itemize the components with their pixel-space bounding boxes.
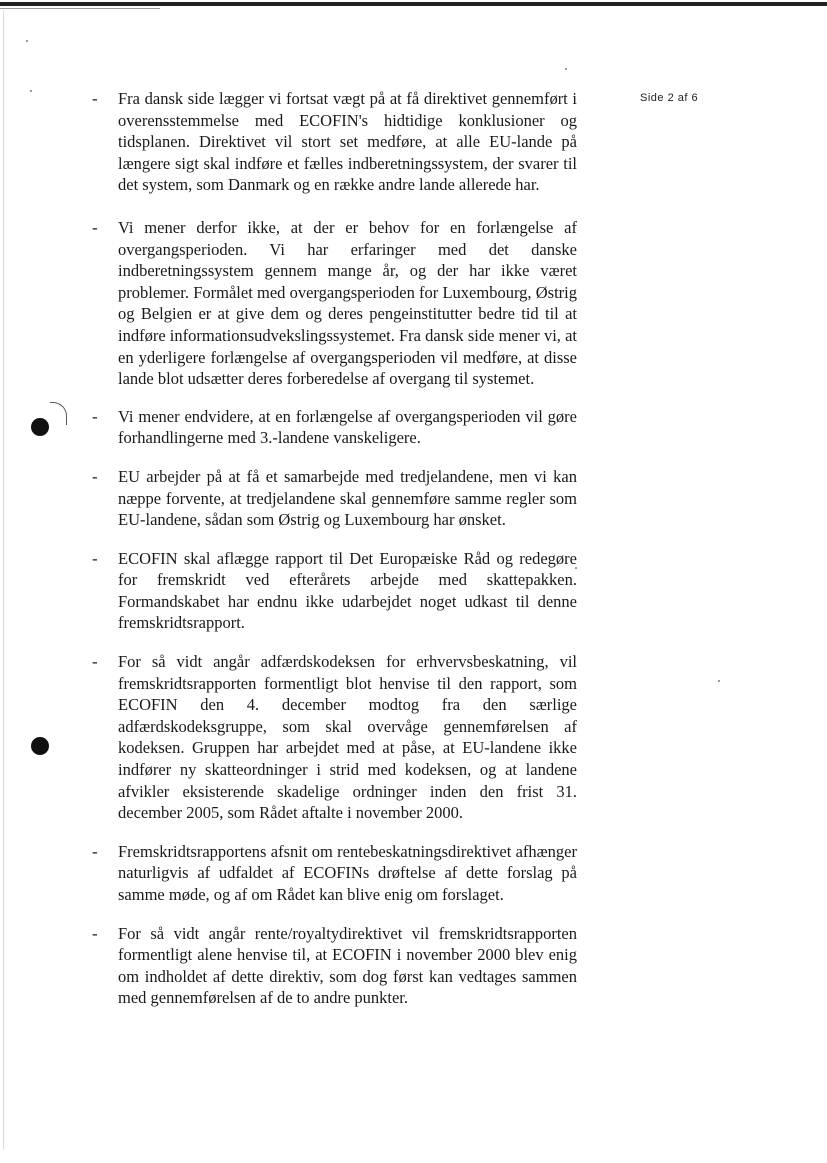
- scan-speck: [26, 40, 28, 42]
- list-item: [92, 923, 577, 1009]
- top-scan-border-thin: [0, 8, 160, 9]
- list-item-text: For så vidt angår rente/royaltydirektivet vil fremskridtsrapporten formentligt alene henvise til, at ECOFIN i november 2000 blev enig om indholdet af dette direktiv, som dog først kan vedtages sammen med gennemførelsen af de to andre punkter.: [118, 923, 577, 1008]
- list-item: [92, 548, 577, 634]
- list-bullet: -: [92, 466, 98, 486]
- list-item: [92, 217, 577, 390]
- list-bullet: -: [92, 548, 98, 568]
- list-bullet: -: [92, 652, 98, 672]
- list-bullet: -: [92, 217, 98, 237]
- top-scan-border: [0, 2, 827, 6]
- list-bullet: -: [92, 89, 98, 108]
- list-item: [92, 651, 577, 824]
- scan-speck: [30, 90, 32, 92]
- punch-hole-icon: [31, 418, 49, 436]
- scan-speck: [718, 680, 720, 682]
- list-bullet: -: [92, 841, 98, 861]
- scan-speck: [565, 68, 567, 70]
- list-item-text: Fra dansk side lægger vi fortsat vægt på at få direktivet gennemført i overensstemmelse med ECOFIN's hidtidige konklusioner og tidsplanen. Direktivet vil stort set medføre, at alle EU-lande på længere sigt skal indføre et fælles indberetningssystem, der svarer til det system, som Danmark og en række andre lande allerede har.: [118, 89, 577, 195]
- page-number: Side 2 af 6: [640, 92, 699, 104]
- list-item-text: EU arbejder på at få et samarbejde med tredjelandene, men vi kan næppe forvente, at tredjelandene skal gennemføre samme regler som EU-landene, sådan som Østrig og Luxembourg har ønsket.: [118, 466, 577, 530]
- punch-mark-icon: [50, 402, 67, 425]
- list-item-text: Vi mener derfor ikke, at der er behov for en forlængelse af overgangsperioden. Vi har erfaringer med det danske indberetningssystem gennem mange år, og der har ikke været problemer. Formålet med overgangsperioden for Luxembourg, Østrig og Belgien er at give dem og deres pengeinstitutter bedre tid til at indføre informationsudvekslingssystemet. Fra dansk side mener vi, at en yderligere forlængelse af overgangsperioden vil medføre, at disse lande blot udsætter deres forberedelse af overgang til systemet.: [118, 217, 577, 389]
- punch-hole-icon: [31, 737, 49, 755]
- list-item-text: Fremskridtsrapportens afsnit om rentebeskatningsdirektivet afhænger naturligvis af udfaldet af ECOFINs drøftelse af dette forslag på samme møde, og af om Rådet kan blive enig om forslaget.: [118, 841, 577, 904]
- list-item-text: Vi mener endvidere, at en forlængelse af overgangsperioden vil gøre forhandlingerne med 3.-landene vanskeligere.: [118, 406, 577, 448]
- list-item: [92, 88, 577, 196]
- list-item: [92, 841, 577, 906]
- list-item: [92, 406, 577, 449]
- document-body: [92, 84, 577, 1009]
- list-item-text: For så vidt angår adfærdskodeksen for erhvervsbeskatning, vil fremskridtsrapporten formentligt blot henvise til den rapport, som ECOFIN den 4. december modtog fra den særlige adfærdskodeksgruppe, som skal overvåge gennemførelsen af kodeksen. Gruppen har arbejdet med at påse, at EU-landene ikke indfører ny skatteordninger i strid med kodeksen, og at landene afvikler eksisterende skadelige ordninger inden den frist 31. december 2005, som Rådet aftalte i november 2000.: [118, 652, 577, 823]
- left-scan-edge: [3, 10, 4, 1150]
- list-bullet: -: [92, 923, 98, 943]
- list-item: [92, 466, 577, 531]
- list-item-text: ECOFIN skal aflægge rapport til Det Europæiske Råd og redegøre for fremskridt ved efterårets arbejde med skattepakken. Formandskabet har endnu ikke udarbejdet noget udkast til denne fremskridtsrapport.: [118, 548, 577, 633]
- list-bullet: -: [92, 406, 98, 426]
